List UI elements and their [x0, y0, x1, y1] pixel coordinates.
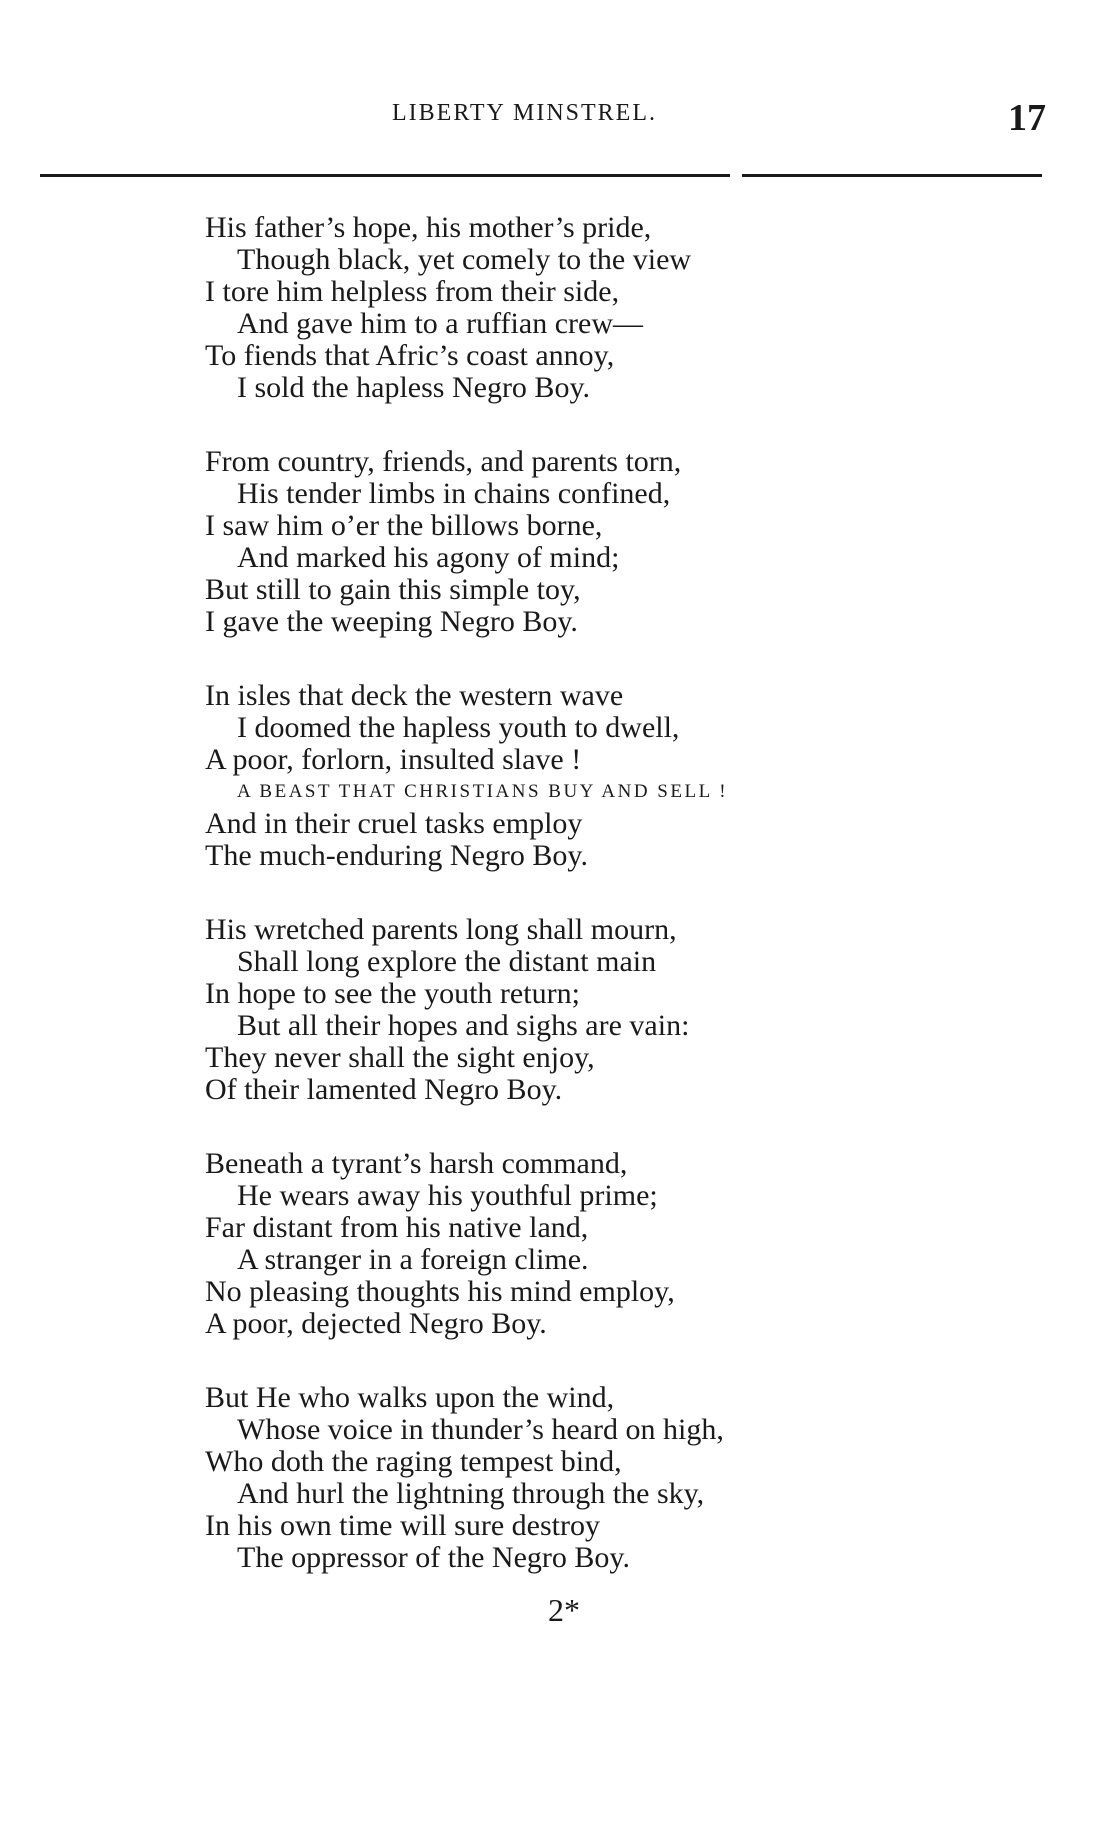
stanza-5 [205, 1148, 1065, 1340]
verse-line: And in their cruel tasks employ [205, 807, 583, 840]
header-rule [40, 174, 730, 177]
header-rule-right [742, 174, 1042, 177]
verse-line: A stranger in a foreign clime. [237, 1243, 589, 1276]
poem-body [205, 212, 1065, 1616]
verse-line: I tore him helpless from their side, [205, 275, 620, 308]
verse-line: And gave him to a ruffian crew— [237, 307, 643, 340]
verse-line-small-caps: A BEAST THAT CHRISTIANS BUY AND SELL ! [237, 781, 729, 802]
stanza-4 [205, 914, 1065, 1106]
running-title: LIBERTY MINSTREL. [392, 100, 657, 126]
verse-line: Far distant from his native land, [205, 1211, 589, 1244]
verse-line: In isles that deck the western wave [205, 679, 624, 712]
verse-line: Who doth the raging tempest bind, [205, 1445, 622, 1478]
verse-line: Beneath a tyrant’s harsh command, [205, 1147, 628, 1180]
stanza-1 [205, 212, 1065, 404]
verse-line: But all their hopes and sighs are vain: [237, 1009, 690, 1042]
stanza-6 [205, 1382, 1065, 1574]
verse-line: But He who walks upon the wind, [205, 1381, 615, 1414]
verse-line: The much-enduring Negro Boy. [205, 839, 588, 872]
verse-line: In hope to see the youth return; [205, 977, 580, 1010]
verse-line: Whose voice in thunder’s heard on high, [237, 1413, 724, 1446]
verse-line: The oppressor of the Negro Boy. [237, 1541, 630, 1574]
verse-line: I doomed the hapless youth to dwell, [237, 711, 680, 744]
verse-line: Shall long explore the distant main [237, 945, 657, 978]
verse-line: His wretched parents long shall mourn, [205, 913, 677, 946]
verse-line: And marked his agony of mind; [237, 541, 620, 574]
verse-line: And hurl the lightning through the sky, [237, 1477, 705, 1510]
verse-line: They never shall the sight enjoy, [205, 1041, 595, 1074]
verse-line: I gave the weeping Negro Boy. [205, 605, 578, 638]
page-number: 17 [1008, 97, 1046, 139]
stanza-3 [205, 680, 1065, 872]
verse-line: In his own time will sure destroy [205, 1509, 600, 1542]
verse-line: Though black, yet comely to the view [237, 243, 692, 276]
verse-line: But still to gain this simple toy, [205, 573, 581, 606]
verse-line: A poor, dejected Negro Boy. [205, 1307, 547, 1340]
verse-line: I sold the hapless Negro Boy. [237, 371, 590, 404]
verse-line: To fiends that Afric’s coast annoy, [205, 339, 615, 372]
stanza-2 [205, 446, 1065, 638]
verse-line: His father’s hope, his mother’s pride, [205, 211, 652, 244]
verse-line: A poor, forlorn, insulted slave ! [205, 743, 582, 776]
signature-mark: 2* [548, 1592, 580, 1628]
verse-line: His tender limbs in chains confined, [237, 477, 671, 510]
verse-line: From country, friends, and parents torn, [205, 445, 682, 478]
verse-line: No pleasing thoughts his mind employ, [205, 1275, 675, 1308]
verse-line: He wears away his youthful prime; [237, 1179, 658, 1212]
verse-line: Of their lamented Negro Boy. [205, 1073, 563, 1106]
verse-line: I saw him o’er the billows borne, [205, 509, 603, 542]
